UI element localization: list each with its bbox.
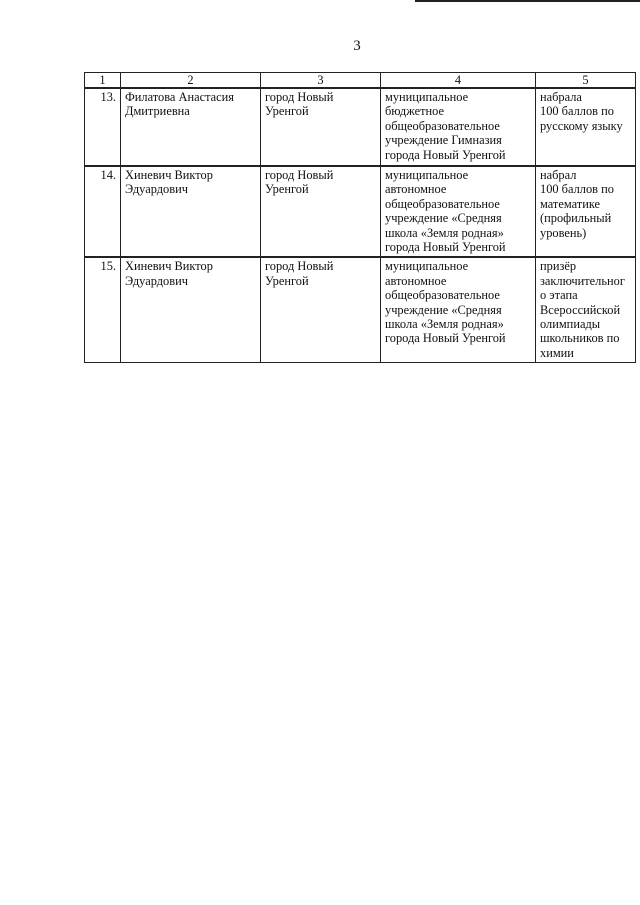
awards-table: [84, 72, 636, 363]
column-header: 4: [381, 73, 536, 89]
person-name-text: Хиневич Виктор Эдуардович: [125, 259, 213, 288]
school-text: муниципальное автономное общеобразовательное учреждение «Средняя школа «Земля родная» города Новый Уренгой: [385, 259, 506, 346]
school: [381, 257, 536, 362]
person-name: [121, 166, 261, 257]
table-row: [85, 88, 636, 166]
row-number: [85, 166, 121, 257]
result: [536, 88, 636, 166]
result: [536, 257, 636, 362]
table-row: [85, 166, 636, 257]
city: [261, 88, 381, 166]
school: [381, 88, 536, 166]
city-text: город Новый Уренгой: [265, 168, 334, 197]
school-text: муниципальное бюджетное общеобразовательное учреждение Гимназия города Новый Уренгой: [385, 90, 506, 162]
result-text: набрал 100 баллов по математике (профильный уровень): [540, 168, 614, 240]
page-number: 3: [353, 38, 361, 54]
result-text: набрала 100 баллов по русскому языку: [540, 90, 623, 133]
school-text: муниципальное автономное общеобразовательное учреждение «Средняя школа «Земля родная» города Новый Уренгой: [385, 168, 506, 255]
city-text: город Новый Уренгой: [265, 90, 334, 119]
row-number-text: 15.: [100, 259, 116, 274]
column-header: 3: [261, 73, 381, 89]
result-text: призёр заключительног о этапа Всероссийской олимпиады школьников по химии: [540, 259, 625, 360]
table-header-row: [85, 73, 636, 89]
city: [261, 257, 381, 362]
city: [261, 166, 381, 257]
row-number-text: 14.: [100, 168, 116, 182]
row-number: [85, 257, 121, 362]
person-name: [121, 257, 261, 362]
table-row: [85, 257, 636, 362]
row-number-text: 13.: [100, 90, 116, 104]
column-header: 2: [121, 73, 261, 89]
person-name-text: Хиневич Виктор Эдуардович: [125, 168, 213, 197]
result: [536, 166, 636, 257]
column-header: 5: [536, 73, 636, 89]
top-edge-line: [415, 0, 640, 2]
person-name-text: Филатова Анастасия Дмитриевна: [125, 90, 234, 119]
city-text: город Новый Уренгой: [265, 259, 334, 288]
school: [381, 166, 536, 257]
person-name: [121, 88, 261, 166]
column-header: 1: [85, 73, 121, 89]
row-number: [85, 88, 121, 166]
